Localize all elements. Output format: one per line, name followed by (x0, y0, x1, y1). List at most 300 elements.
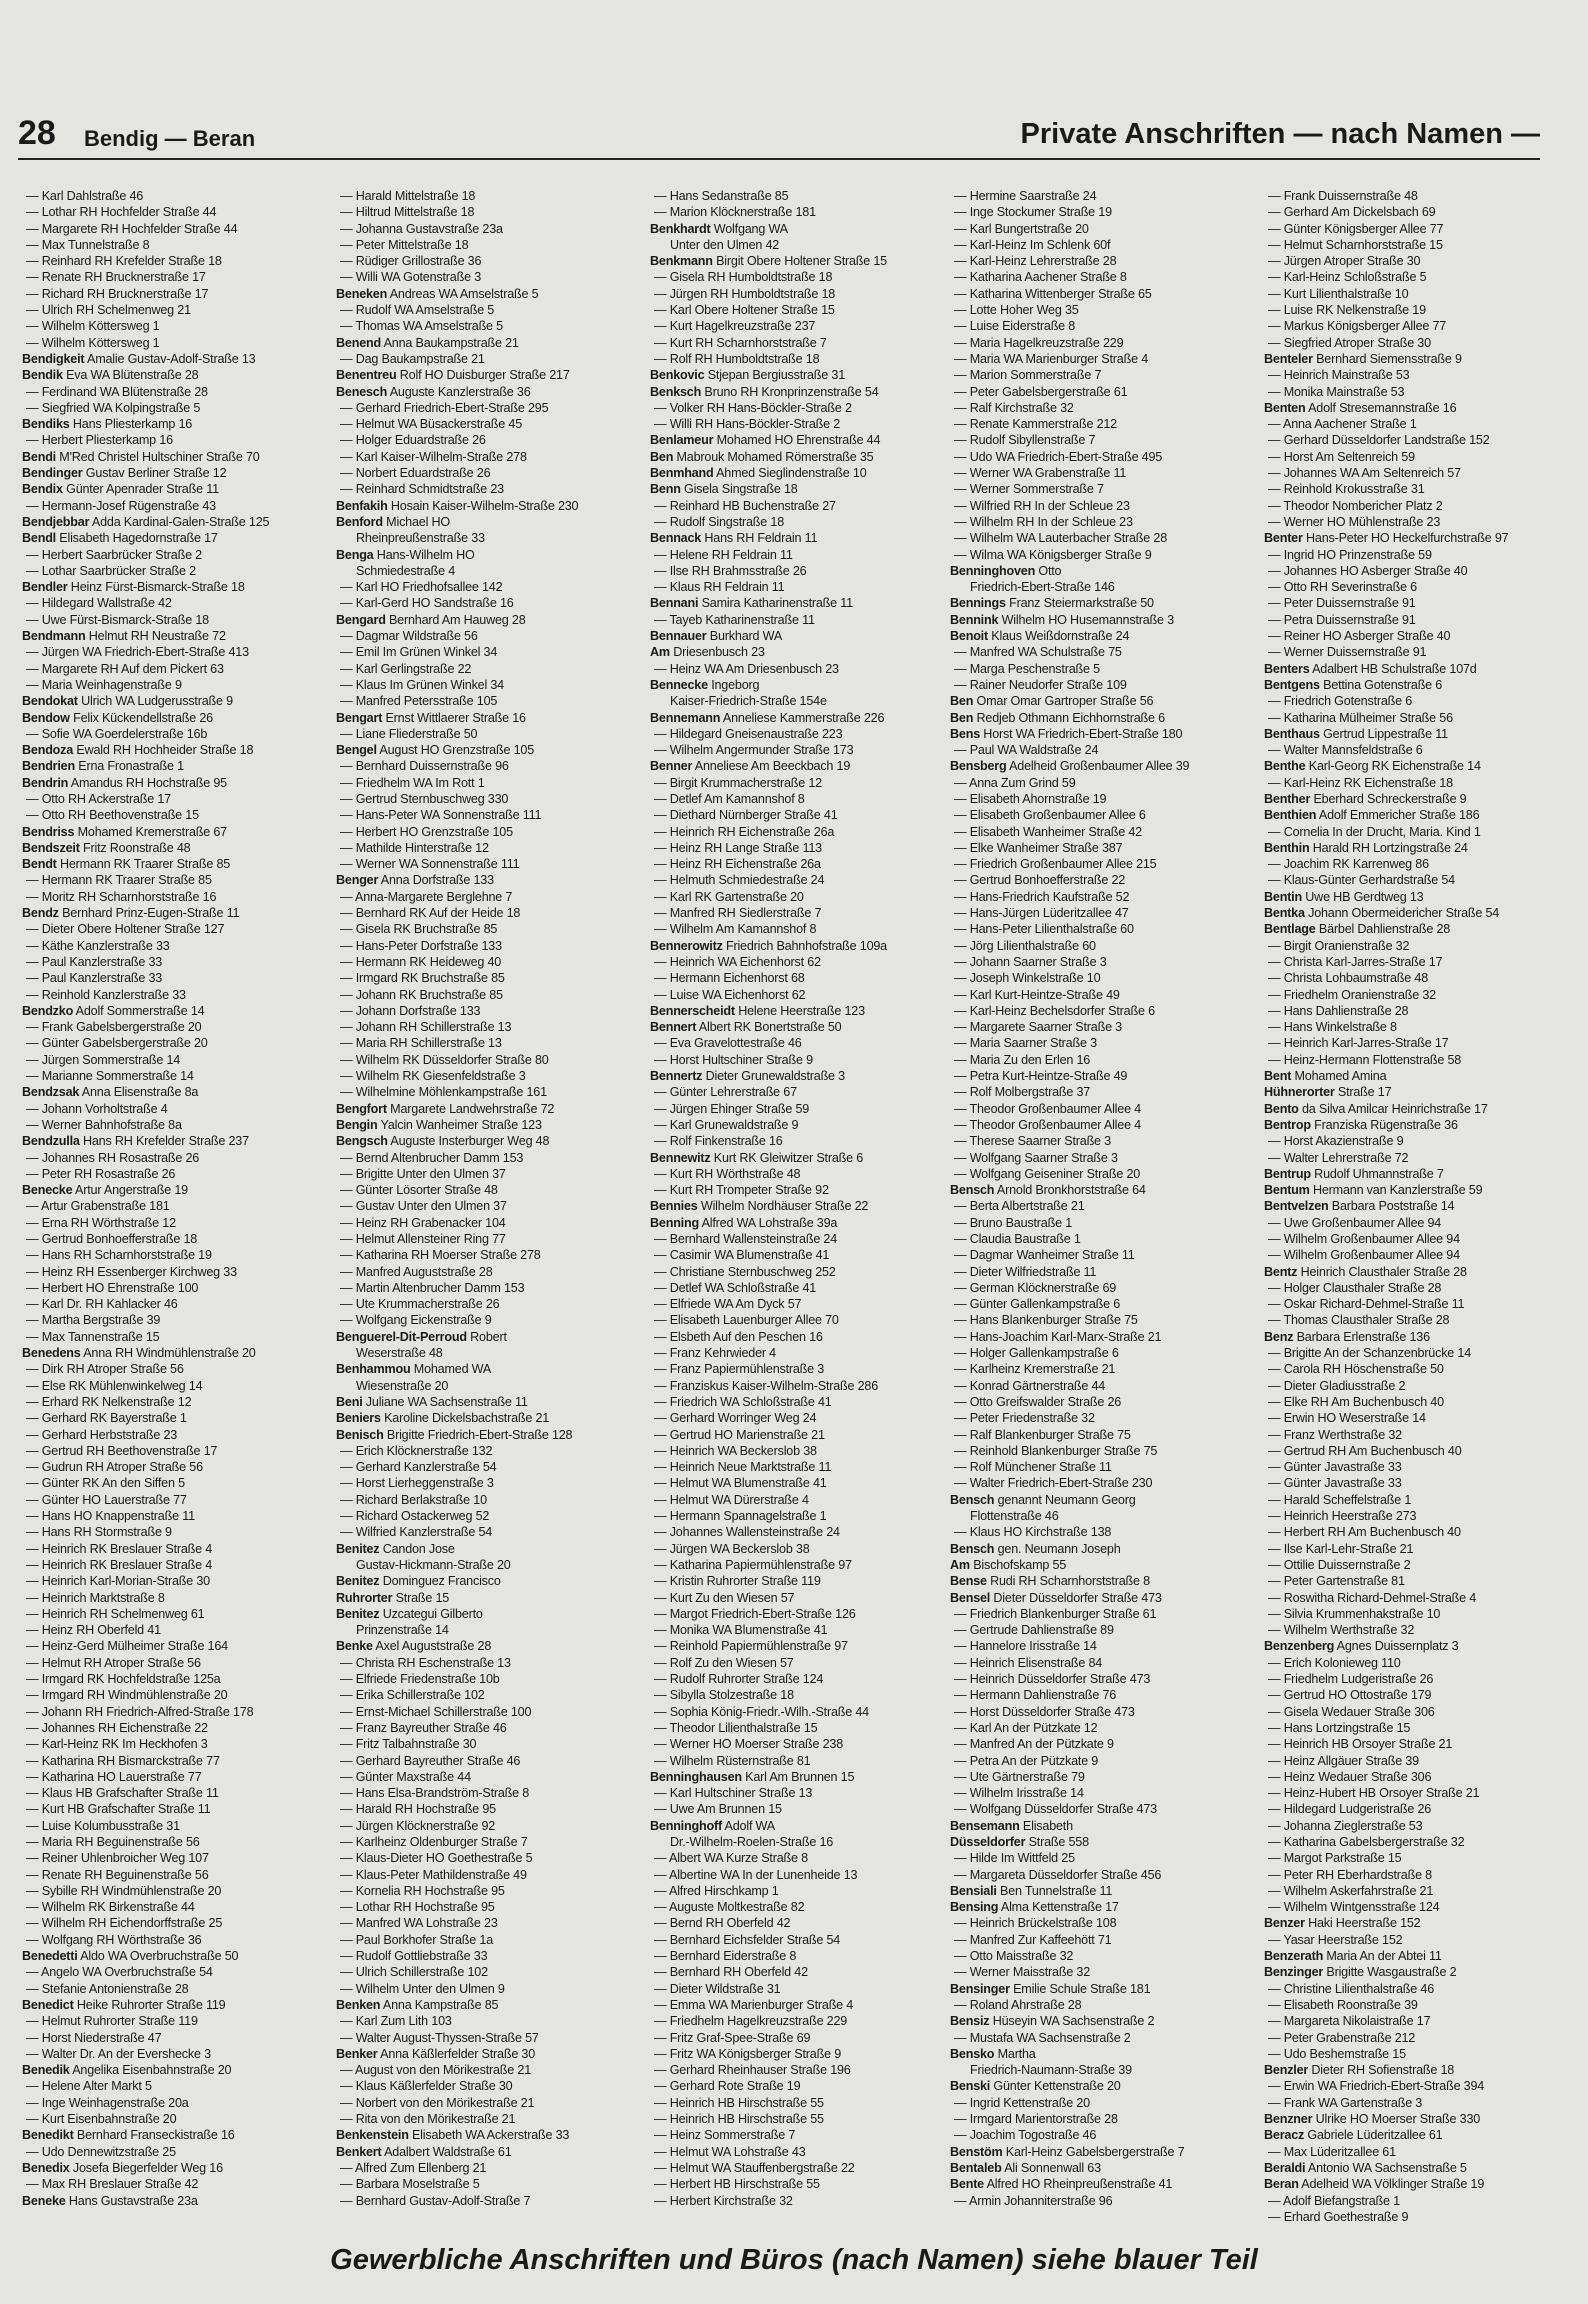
directory-entry: Benend Anna Baukampstraße 21 (336, 335, 519, 350)
directory-entry: Bendler Heinz Fürst-Bismarck-Straße 18 (22, 580, 245, 595)
surname: Bendoza (22, 743, 74, 758)
directory-entry: — Karl Grunewaldstraße 9 (654, 1117, 799, 1132)
directory-entry: — Therese Saarner Straße 3 (954, 1134, 1111, 1149)
directory-entry: — Tayeb Katharinenstraße 11 (654, 612, 815, 627)
directory-entry: — Wilhelm Großenbaumer Allee 94 (1268, 1248, 1460, 1263)
surname: Bentvelzen (1264, 1199, 1329, 1214)
directory-entry: — Heinz Allgäuer Straße 39 (1268, 1753, 1419, 1768)
directory-entry: Benthin Harald RH Lortzingstraße 24 (1264, 840, 1468, 855)
directory-entry: — Erna RH Wörthstraße 12 (26, 1215, 176, 1230)
directory-entry: — Karl Obere Holtener Straße 15 (654, 303, 835, 318)
surname: Bengard (336, 612, 386, 627)
directory-entry: Beneke Hans Gustavstraße 23a (22, 2193, 198, 2208)
directory-entry: — Ingrid Kettenstraße 20 (954, 2095, 1090, 2110)
surname: Benthe (1264, 759, 1306, 774)
directory-entry: Beran Adelheid WA Völklinger Straße 19 (1264, 2177, 1485, 2192)
directory-entry: — Paul Kanzlerstraße 33 (26, 971, 163, 986)
directory-entry: Ben Redjeb Othmann Eichhornstraße 6 (950, 710, 1165, 725)
directory-entry: Bendow Felix Kückendellstraße 26 (22, 710, 213, 725)
directory-entry: — Klaus HO Kirchstraße 138 (954, 1525, 1112, 1540)
directory-entry: — Elfriede WA Am Dyck 57 (654, 1297, 802, 1312)
directory-entry: — Christine Lilienthalstraße 46 (1268, 1981, 1434, 1996)
directory-entry: — Peter Duissernstraße 91 (1268, 596, 1416, 611)
directory-entry: — Irmgard RK Bruchstraße 85 (340, 971, 505, 986)
surname: Bendt (22, 857, 57, 872)
surname: Bentgens (1264, 677, 1320, 692)
directory-entry: — Kurt Eisenbahnstraße 20 (26, 2112, 177, 2127)
surname: Bentka (1264, 906, 1305, 921)
directory-entry: — Wilhelm Am Kamannshof 8 (654, 922, 817, 937)
surname: Benters (1264, 661, 1310, 676)
directory-entry: — Reinhold Papiermühlenstraße 97 (654, 1639, 848, 1654)
directory-entry: — Hiltrud Mittelstraße 18 (340, 205, 475, 220)
directory-entry: — Dieter Wildstraße 31 (654, 1981, 781, 1996)
surname: Bennemann (650, 710, 721, 725)
directory-entry: — Elisabeth Ahornstraße 19 (954, 791, 1107, 806)
directory-entry: — Wilma WA Königsberger Straße 9 (954, 547, 1152, 562)
surname: Bentrup (1264, 1166, 1311, 1181)
directory-entry: — Frank Duissernstraße 48 (1268, 189, 1418, 203)
directory-entry: — Erwin HO Weserstraße 14 (1268, 1411, 1426, 1426)
directory-entry: — Hans HO Knappenstraße 11 (26, 1509, 195, 1524)
directory-entry: — Wolfgang Geiseniner Straße 20 (954, 1166, 1141, 1181)
directory-entry: — Herbert RH Am Buchenbusch 40 (1268, 1525, 1461, 1540)
directory-entry: — Horst Am Seltenreich 59 (1268, 449, 1415, 464)
surname: Bendler (22, 580, 68, 595)
directory-entry: — Hildegard Gneisenaustraße 223 (654, 726, 843, 741)
directory-entry: — Jürgen Ehinger Straße 59 (654, 1101, 810, 1116)
directory-entry: — Rolf Finkenstraße 16 (654, 1134, 783, 1149)
directory-entry: — Uwe Fürst-Bismarck-Straße 18 (26, 612, 209, 627)
directory-entry: — Otto RH Ackerstraße 17 (26, 791, 171, 806)
surname: Benzler (1264, 2063, 1309, 2078)
directory-entry: — Wilhelm Großenbaumer Allee 94 (1268, 1232, 1460, 1246)
directory-entry: Benzner Ulrike HO Moerser Straße 330 (1264, 2112, 1481, 2127)
directory-entry: — Jürgen WA Beckerslob 38 (654, 1541, 810, 1556)
surname: Benke (336, 1639, 373, 1654)
directory-entry: — Johann RK Bruchstraße 85 (340, 987, 503, 1002)
directory-entry: — Karlheinz Oldenburger Straße 7 (340, 1834, 528, 1849)
directory-entry: — Kurt RH Scharnhorststraße 7 (654, 335, 827, 350)
surname: Bento (1264, 1101, 1299, 1116)
directory-entry: — Hildegard Wallstraße 42 (26, 596, 172, 611)
directory-entry: — Johanna Gustavstraße 23a (340, 221, 503, 236)
directory-entry: — Elisabeth Wanheimer Straße 42 (954, 824, 1142, 839)
directory-entry: — Anna-Margarete Berglehne 7 (340, 889, 513, 904)
directory-entry: Beracz Gabriele Lüderitzallee 61 (1264, 2128, 1443, 2143)
directory-entry: — Moritz RH Scharnhorststraße 16 (26, 889, 217, 904)
directory-entry: — Bernhard Eiderstraße 8 (654, 1949, 797, 1964)
directory-entry: — Karl Hultschiner Straße 13 (654, 1786, 813, 1801)
directory-entry: — Karl-Heinz Lehrerstraße 28 (954, 254, 1117, 269)
surname: Bennings (950, 596, 1006, 611)
surname: Benzenberg (1264, 1639, 1335, 1654)
directory-entry: — Luise Eiderstraße 8 (954, 319, 1076, 334)
directory-entry: — Bernhard Gustav-Adolf-Straße 7 (340, 2193, 531, 2208)
surname: Benzner (1264, 2112, 1313, 2127)
directory-entry: Bennert Albert RK Bonertstraße 50 (650, 1020, 842, 1035)
directory-entry: Bennerowitz Friedrich Bahnhofstraße 109a (650, 938, 887, 953)
directory-entry: Bent Mohamed Amina (1264, 1069, 1387, 1084)
directory-entry: — Johann RH Schillerstraße 13 (340, 1020, 512, 1035)
directory-entry: — Katharina HO Lauerstraße 77 (26, 1769, 202, 1784)
surname: Bendiks (22, 417, 70, 432)
directory-entry: Benther Eberhard Schreckerstraße 9 (1264, 791, 1467, 806)
directory-entry: — Heinrich HB Hirschstraße 55 (654, 2095, 824, 2110)
surname: Benentreu (336, 368, 397, 383)
directory-entry: — Katharina Gabelsbergerstraße 32 (1268, 1834, 1465, 1849)
directory-entry: Bennemann Anneliese Kammerstraße 226 (650, 710, 885, 725)
directory-entry: — Gerhard Herbststraße 23 (26, 1427, 178, 1442)
directory-entry: — Sophia König-Friedr.-Wilh.-Straße 44 (654, 1704, 869, 1719)
directory-entry: — Petra An der Pützkate 9 (954, 1753, 1099, 1768)
surname: Benzerath (1264, 1949, 1324, 1964)
directory-entry: — Erhard Goethestraße 9 (1268, 2209, 1409, 2224)
directory-entry: — Werner WA Grabenstraße 11 (954, 466, 1127, 481)
directory-entry: — Rudolf WA Amselstraße 5 (340, 303, 495, 318)
surname: Benecke (22, 1183, 73, 1198)
directory-entry: — Johann Saarner Straße 3 (954, 954, 1107, 969)
directory-entry: Benz Barbara Erlenstraße 136 (1264, 1329, 1430, 1344)
directory-entry: — Birgit Oranienstraße 32 (1268, 938, 1410, 953)
directory-entry: — Petra Duissernstraße 91 (1268, 612, 1416, 627)
surname: Bensemann (950, 1818, 1020, 1833)
surname: Bennauer (650, 629, 707, 644)
surname: Benninghausen (650, 1769, 742, 1784)
directory-entry: — Joachim RK Karrenweg 86 (1268, 857, 1429, 872)
directory-entry: — Katharina Wittenberger Straße 65 (954, 286, 1152, 301)
directory-entry: — Helmut WA Blumenstraße 41 (654, 1476, 827, 1491)
surname: Bendokat (22, 694, 78, 709)
directory-entry: — Renate RH Beguinenstraße 56 (26, 1867, 209, 1882)
directory-entry: — Kurt Zu den Wiesen 57 (654, 1590, 795, 1605)
directory-entry: — Horst Düsseldorfer Straße 473 (954, 1704, 1135, 1719)
surname: Benisch (336, 1427, 384, 1442)
directory-entry: Bennani Samira Katharinenstraße 11 (650, 596, 853, 611)
directory-entry: — Heinz RH Eichenstraße 26a (654, 857, 821, 872)
directory-entry: — Alfred Hirschkamp 1 (654, 1883, 779, 1898)
directory-entry: — Jürgen Atroper Straße 30 (1268, 254, 1421, 269)
directory-entry: — Peter Mittelstraße 18 (340, 237, 469, 252)
directory-entry: — Gerhard Worringer Weg 24 (654, 1411, 817, 1426)
directory-entry: — Helmut Ruhrorter Straße 119 (26, 2014, 198, 2029)
directory-entry: — Wilhelm Irisstraße 14 (954, 1786, 1084, 1801)
directory-entry: — Joseph Winkelstraße 10 (954, 971, 1101, 986)
directory-entry: Bengfort Margarete Landwehrstraße 72 (336, 1101, 555, 1116)
surname: Benker (336, 2046, 378, 2061)
column-1 (22, 188, 322, 2209)
directory-entry: — Irmgard Marientorstraße 28 (954, 2112, 1118, 2127)
directory-entry: — Mathilde Hinterstraße 12 (340, 840, 489, 855)
directory-entry: — Theodor Lilienthalstraße 15 (654, 1720, 818, 1735)
directory-entry: Benford Michael HO (336, 514, 450, 529)
surname: Benkmann (650, 254, 713, 269)
directory-entry: — Detlef WA Schloßstraße 41 (654, 1280, 817, 1295)
surname: Benkhardt (650, 221, 711, 236)
directory-entry: — Katharina Papiermühlenstraße 97 (654, 1557, 852, 1572)
directory-entry: — Luise RK Nelkenstraße 19 (1268, 303, 1426, 318)
directory-entry: Schmiedestraße 4 (356, 563, 455, 578)
directory-entry: Bendigkeit Amalie Gustav-Adolf-Straße 13 (22, 351, 256, 366)
directory-entry: — Kurt HB Grafschafter Straße 11 (26, 1802, 211, 1817)
directory-entry: — Margarete Saarner Straße 3 (954, 1020, 1122, 1035)
directory-entry: — Richard Ostackerweg 52 (340, 1509, 490, 1524)
surname: Bendmann (22, 629, 86, 644)
directory-entry: — Hans RH Scharnhorststraße 19 (26, 1248, 212, 1263)
directory-entry: Benfakih Hosain Kaiser-Wilhelm-Straße 230 (336, 498, 579, 513)
surname: Benedetti (22, 1949, 78, 1964)
directory-entry: — Erhard RK Nelkenstraße 12 (26, 1394, 192, 1409)
directory-entry: — Lothar RH Hochfelder Straße 44 (26, 205, 217, 220)
directory-entry: — Heinz RH Lange Straße 113 (654, 840, 822, 855)
directory-entry: — Heinz-Hermann Flottenstraße 58 (1268, 1052, 1462, 1067)
directory-entry: — Peter Gartenstraße 81 (1268, 1574, 1405, 1589)
directory-entry: — Siegfried Atroper Straße 30 (1268, 335, 1431, 350)
directory-entry: — Gertrud HO Marienstraße 21 (654, 1427, 825, 1442)
directory-entry: Bengart Ernst Wittlaerer Straße 16 (336, 710, 526, 725)
directory-entry: Ruhrorter Straße 15 (336, 1590, 450, 1605)
directory-entry: — Rüdiger Grillostraße 36 (340, 254, 482, 269)
surname: Am (950, 1557, 970, 1572)
directory-entry: — Reiner HO Asberger Straße 40 (1268, 629, 1451, 644)
directory-entry: — Wilhelmine Möhlenkampstraße 161 (340, 1085, 547, 1100)
directory-entry: — Claudia Baustraße 1 (954, 1232, 1081, 1246)
surname: Bennies (650, 1199, 698, 1214)
directory-entry: — Rolf Molbergstraße 37 (954, 1085, 1091, 1100)
directory-entry: Bennack Hans RH Feldrain 11 (650, 531, 818, 546)
directory-entry: — Christiane Sternbuschweg 252 (654, 1264, 836, 1279)
directory-entry: — Hans Lortzingstraße 15 (1268, 1720, 1411, 1735)
directory-entry: — Elisabeth Lauenburger Allee 70 (654, 1313, 839, 1328)
directory-entry: Beraldi Antonio WA Sachsenstraße 5 (1264, 2160, 1467, 2175)
directory-entry: Bensemann Elisabeth (950, 1818, 1073, 1833)
surname: Benlameur (650, 433, 714, 448)
directory-entry: — Walter Mannsfeldstraße 6 (1268, 743, 1423, 758)
directory-entry: — Ernst-Michael Schillerstraße 100 (340, 1704, 532, 1719)
surname: Bennink (950, 612, 999, 627)
surname: Bens (950, 726, 980, 741)
surname: Bentin (1264, 889, 1302, 904)
directory-entry: — Elke Wanheimer Straße 387 (954, 840, 1123, 855)
directory-entry: — Heinz-Hubert HB Orsoyer Straße 21 (1268, 1786, 1480, 1801)
directory-entry: — Johann Dorfstraße 133 (340, 1003, 481, 1018)
surname: Bennecke (650, 677, 708, 692)
surname: Benitez (336, 1574, 380, 1589)
surname: Benitez (336, 1606, 380, 1621)
directory-entry: Bengel August HO Grenzstraße 105 (336, 743, 534, 758)
directory-entry: — Rolf Zu den Wiesen 57 (654, 1655, 794, 1670)
directory-entry: — Reinhold Krokusstraße 31 (1268, 482, 1425, 497)
directory-entry: Benthe Karl-Georg RK Eichenstraße 14 (1264, 759, 1481, 774)
directory-entry: Benteler Bernhard Siemensstraße 9 (1264, 351, 1462, 366)
directory-entry: — Katharina Aachener Straße 8 (954, 270, 1127, 285)
directory-entry: — Heinz-Gerd Mülheimer Straße 164 (26, 1639, 228, 1654)
directory-entry: — Heinrich RK Breslauer Straße 4 (26, 1557, 213, 1572)
surname: Bensiz (950, 2014, 990, 2029)
directory-entry: — Gerhard Rote Straße 19 (654, 2079, 801, 2094)
directory-entry: — Gisela RK Bruchstraße 85 (340, 922, 498, 937)
surname: Bendriss (22, 824, 75, 839)
directory-entry: — Gerhard Kanzlerstraße 54 (340, 1460, 497, 1475)
directory-entry: — Herbert HB Hirschstraße 55 (654, 2177, 820, 2192)
surname: Bennack (650, 531, 702, 546)
directory-entry: — Klaus-Günter Gerhardstraße 54 (1268, 873, 1455, 888)
directory-entry: — Sofie WA Goerdelerstraße 16b (26, 726, 208, 741)
directory-entry: — Christa Karl-Jarres-Straße 17 (1268, 954, 1443, 969)
directory-entry: Benkert Adalbert Waldstraße 61 (336, 2144, 512, 2159)
directory-entry: — Heinz Wedauer Straße 306 (1268, 1769, 1432, 1784)
directory-entry: Benker Anna Käßlerfelder Straße 30 (336, 2046, 536, 2061)
directory-entry: — Renate Kammerstraße 212 (954, 417, 1117, 432)
directory-entry: — Gerhard Düsseldorfer Landstraße 152 (1268, 433, 1490, 448)
directory-entry: Benken Anna Kampstraße 85 (336, 1997, 499, 2012)
directory-entry: — Kurt Lilienthalstraße 10 (1268, 286, 1409, 301)
directory-entry: — Herbert HO Ehrenstraße 100 (26, 1280, 199, 1295)
directory-entry: Bensel Dieter Düsseldorfer Straße 473 (950, 1590, 1162, 1605)
directory-entry: Bento da Silva Amilcar Heinrichstraße 17 (1264, 1101, 1488, 1116)
directory-entry: — Norbert Eduardstraße 26 (340, 466, 491, 481)
surname: Bensch (950, 1541, 995, 1556)
directory-entry: Beniers Karoline Dickelsbachstraße 21 (336, 1411, 550, 1426)
directory-entry: Benhammou Mohamed WA (336, 1362, 492, 1377)
directory-entry: Bensko Martha (950, 2046, 1036, 2061)
surname: Beni (336, 1394, 363, 1409)
surname: Bentz (1264, 1264, 1298, 1279)
directory-entry: — Jörg Lilienthalstraße 60 (954, 938, 1096, 953)
surname: Benedens (22, 1346, 81, 1361)
directory-entry: — Hans-Peter Dorfstraße 133 (340, 938, 502, 953)
directory-entry: — Berta Albertstraße 21 (954, 1199, 1085, 1214)
surname: Bente (950, 2177, 984, 2192)
directory-entry: — Theodor Nombericher Platz 2 (1268, 498, 1443, 513)
directory-entry: — Werner Maisstraße 32 (954, 1965, 1091, 1980)
directory-entry: — Peter RH Eberhardstraße 8 (1268, 1867, 1432, 1882)
directory-entry: Bendz Bernhard Prinz-Eugen-Straße 11 (22, 906, 240, 921)
directory-entry: Benedetti Aldo WA Overbruchstraße 50 (22, 1949, 239, 1964)
directory-entry: — Uwe Am Brunnen 15 (654, 1802, 782, 1817)
directory-entry: Hühnerorter Straße 17 (1264, 1085, 1392, 1100)
directory-entry: — Günter Gabelsbergerstraße 20 (26, 1036, 208, 1051)
surname: Benteler (1264, 351, 1313, 366)
directory-entry: — Elfriede Friedenstraße 10b (340, 1672, 500, 1687)
directory-entry: — Reinhard Schmidtstraße 23 (340, 482, 504, 497)
directory-entry: — Petra Kurt-Heintze-Straße 49 (954, 1069, 1128, 1084)
directory-entry: — Wilfried Kanzlerstraße 54 (340, 1525, 493, 1540)
surname: Benthaus (1264, 726, 1320, 741)
directory-entry: — Hannelore Irisstraße 14 (954, 1639, 1097, 1654)
directory-entry: — Paul Kanzlerstraße 33 (26, 954, 163, 969)
directory-entry: — Rita von den Mörikestraße 21 (340, 2112, 516, 2127)
directory-entry: — Hans Elsa-Brandström-Straße 8 (340, 1786, 530, 1801)
directory-entry: — Adolf Biefangstraße 1 (1268, 2193, 1400, 2208)
directory-entry: — Harald Mittelstraße 18 (340, 189, 476, 203)
directory-entry: — Ulrich RH Schelmenweg 21 (26, 303, 191, 318)
directory-entry: Benzinger Brigitte Wasgaustraße 2 (1264, 1965, 1457, 1980)
directory-entry: Bendiks Hans Pliesterkamp 16 (22, 417, 193, 432)
directory-entry: — Manfred Zur Kaffeehött 71 (954, 1932, 1112, 1947)
directory-entry: — Bernhard RH Oberfeld 42 (654, 1965, 808, 1980)
surname: Bensberg (950, 759, 1007, 774)
directory-entry: — Gertrud RH Am Buchenbusch 40 (1268, 1443, 1462, 1458)
directory-entry: Bensch gen. Neumann Joseph (950, 1541, 1121, 1556)
directory-entry: Bendl Elisabeth Hagedornstraße 17 (22, 531, 218, 546)
directory-entry: Bendjebbar Adda Kardinal-Galen-Straße 125 (22, 514, 270, 529)
surname: Bensch (950, 1492, 995, 1507)
directory-entry: — Karl An der Pützkate 12 (954, 1720, 1098, 1735)
directory-entry: — Konrad Gärtnerstraße 44 (954, 1378, 1106, 1393)
directory-entry: — Gertrud Bonhoefferstraße 22 (954, 873, 1126, 888)
directory-entry: — Karlheinz Kremerstraße 21 (954, 1362, 1116, 1377)
directory-entry: — Günter Lehrerstraße 67 (654, 1085, 797, 1100)
directory-entry: — Else RK Mühlenwinkelweg 14 (26, 1378, 203, 1393)
directory-entry: — Hans RH Stormstraße 9 (26, 1525, 172, 1540)
directory-entry: Prinzenstraße 14 (356, 1623, 449, 1638)
surname: Benoit (950, 629, 988, 644)
directory-entry: — Willi WA Gotenstraße 3 (340, 270, 481, 285)
directory-entry: — Eva Gravelottestraße 46 (654, 1036, 802, 1051)
surname: Bent (1264, 1069, 1292, 1084)
directory-entry: — Hilde Im Wittfeld 25 (954, 1851, 1075, 1866)
directory-entry: Bendrin Amandus RH Hochstraße 95 (22, 775, 227, 790)
directory-entry: — Harald RH Hochstraße 95 (340, 1802, 496, 1817)
directory-entry: — Albert WA Kurze Straße 8 (654, 1851, 808, 1866)
directory-entry: — Karl-Heinz Bechelsdorfer Straße 6 (954, 1003, 1155, 1018)
surname: Benzinger (1264, 1965, 1324, 1980)
surname: Benkenstein (336, 2128, 409, 2143)
directory-entry: — Rudolf Gottliebstraße 33 (340, 1949, 488, 1964)
directory-entry: — Karl RK Gartenstraße 20 (654, 889, 804, 904)
surname: Bennert (650, 1020, 697, 1035)
column-4 (950, 188, 1250, 2209)
directory-entry: — Oskar Richard-Dehmel-Straße 11 (1268, 1297, 1465, 1312)
directory-entry: — Martin Altenbrucher Damm 153 (340, 1280, 525, 1295)
directory-entry: — Hans Dahlienstraße 28 (1268, 1003, 1409, 1018)
directory-entry: — Helmut RH Atroper Straße 56 (26, 1655, 201, 1670)
surname: Benninghoven (950, 563, 1036, 578)
directory-entry: — Bernhard RK Auf der Heide 18 (340, 906, 521, 921)
directory-entry: — Klaus Im Grünen Winkel 34 (340, 677, 504, 692)
directory-entry: — Wilhelm RK Düsseldorfer Straße 80 (340, 1052, 549, 1067)
directory-entry: — Ute Gärtnerstraße 79 (954, 1769, 1085, 1784)
surname: Benend (336, 335, 381, 350)
directory-entry: — Klaus-Dieter HO Goethestraße 5 (340, 1851, 533, 1866)
directory-entry: — Johanna Zieglerstraße 53 (1268, 1818, 1423, 1833)
directory-entry: — Reiner Uhlenbroicher Weg 107 (26, 1851, 209, 1866)
surname: Benthin (1264, 840, 1310, 855)
directory-entry: — Wilhelm RK Birkenstraße 44 (26, 1900, 195, 1915)
directory-entry: Benter Hans-Peter HO Heckelfurchstraße 97 (1264, 531, 1509, 546)
surname: Hühnerorter (1264, 1085, 1335, 1100)
surname: Bensing (950, 1900, 999, 1915)
directory-entry: — Otto RH Beethovenstraße 15 (26, 808, 199, 823)
directory-entry: Bensiz Hüseyin WA Sachsenstraße 2 (950, 2014, 1155, 2029)
directory-entry: — Friedhelm Oranienstraße 32 (1268, 987, 1436, 1002)
directory-entry: — Reinhard RH Krefelder Straße 18 (26, 254, 222, 269)
directory-entry: — Irmgard RK Hochfeldstraße 125a (26, 1672, 221, 1687)
directory-entry: — Karl Dahlstraße 46 (26, 189, 144, 203)
directory-entry: — Günter Königsberger Allee 77 (1268, 221, 1444, 236)
directory-entry: — Ferdinand WA Blütenstraße 28 (26, 384, 208, 399)
directory-entry: — Wilhelm Askerfahrstraße 21 (1268, 1883, 1434, 1898)
directory-entry: — Marga Peschenstraße 5 (954, 661, 1100, 676)
directory-entry: Benguerel-Dit-Perroud Robert (336, 1329, 507, 1344)
directory-entry: — Kristin Ruhrorter Straße 119 (654, 1574, 821, 1589)
directory-entry: Benninghoven Otto (950, 563, 1062, 578)
directory-entry: — Dag Baukampstraße 21 (340, 351, 485, 366)
directory-entry: — Holger Eduardstraße 26 (340, 433, 486, 448)
directory-entry: Benitez Uzcategui Gilberto (336, 1606, 483, 1621)
surname: Benken (336, 1997, 381, 2012)
